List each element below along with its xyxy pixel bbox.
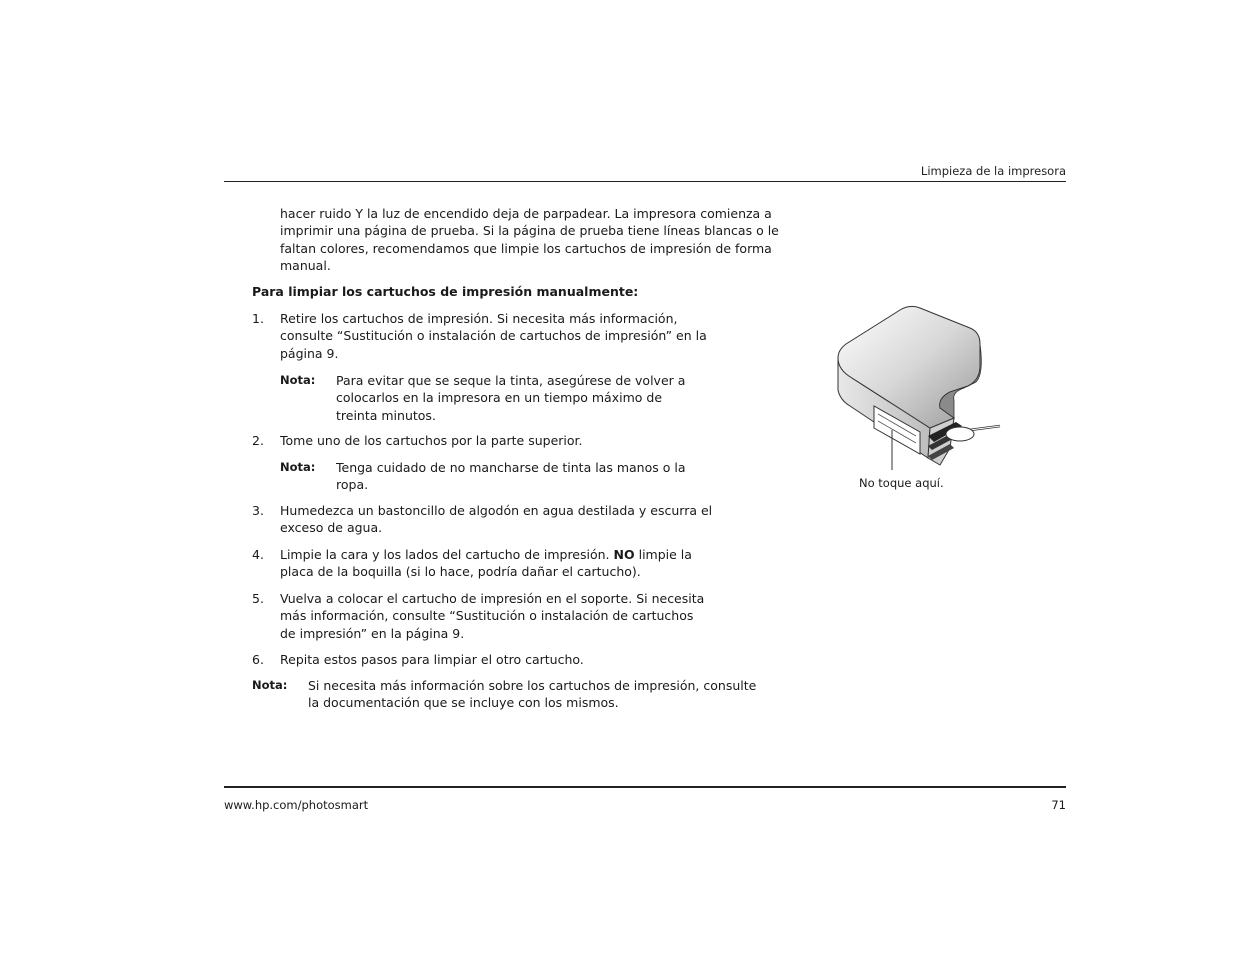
swab-stick-highlight <box>970 426 1000 430</box>
step-number: 6. <box>252 652 264 667</box>
note-label: Nota: <box>280 373 316 387</box>
note-text: Si necesita más información sobre los cartuchos de impresión, consulte la documentación que se incluye con los mismos. <box>308 678 757 711</box>
page-number: 71 <box>1051 798 1066 812</box>
step-number: 2. <box>252 433 264 448</box>
step-text: Retire los cartuchos de impresión. Si necesita más información, consulte “Sustitución o instalación de cartuchos de impresión” en la página 9. <box>280 311 707 361</box>
footer-rule <box>224 786 1066 788</box>
footer-url: www.hp.com/photosmart <box>224 798 369 812</box>
header-rule <box>224 181 1066 182</box>
step-text: Humedezca un bastoncillo de algodón en agua destilada y escurra el exceso de agua. <box>280 503 713 536</box>
step-number: 5. <box>252 591 264 606</box>
step-text: Vuelva a colocar el cartucho de impresión en el soporte. Si necesita más información, consulte “Sustitución o instalación de cartuchos de impresión” en la página 9. <box>280 591 705 641</box>
note-label: Nota: <box>252 678 288 692</box>
step-number: 3. <box>252 503 264 518</box>
intro-paragraph: hacer ruido Y la luz de encendido deja de parpadear. La impresora comienza a imprimir una página de prueba. Si la página de prueba tiene líneas blancas o le faltan colores, recomendamos que limpie los cartuchos de impresión de forma manual. <box>280 206 779 273</box>
step-text: Repita estos pasos para limpiar el otro cartucho. <box>280 652 584 667</box>
note-label: Nota: <box>280 460 316 474</box>
cartridge-illustration <box>830 300 1010 470</box>
emphasis-no: NO <box>613 547 635 562</box>
step-text <box>280 546 700 581</box>
step-text-part: limpie la placa de la boquilla (si lo hace, podría dañar el cartucho). <box>280 547 692 580</box>
step-text-part: Limpie la cara y los lados del cartucho de impresión. <box>280 547 610 562</box>
figure-caption: No toque aquí. <box>859 476 944 490</box>
procedure-heading: Para limpiar los cartuchos de impresión manualmente: <box>252 284 639 299</box>
running-header: Limpieza de la impresora <box>920 164 1066 178</box>
swab-tip <box>946 427 974 441</box>
step-text: Tome uno de los cartuchos por la parte superior. <box>280 433 583 448</box>
note-text: Para evitar que se seque la tinta, asegúrese de volver a colocarlos en la impresora en un tiempo máximo de treinta minutos. <box>336 373 686 423</box>
note-text: Tenga cuidado de no mancharse de tinta las manos o la ropa. <box>336 460 686 493</box>
step-number: 1. <box>252 311 264 326</box>
step-number: 4. <box>252 547 264 562</box>
